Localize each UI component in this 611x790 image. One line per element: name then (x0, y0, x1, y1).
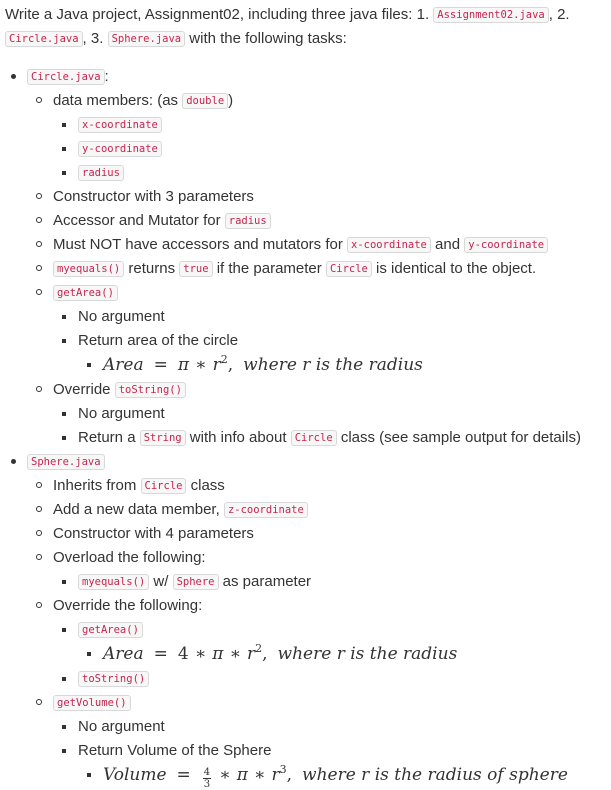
sphere-override: Override the following: getArea() Area = 4 ∗ π ∗ $r^2$, where r is the radius toString() (31, 594, 609, 691)
getarea-no-argument: No argument (56, 305, 609, 329)
volume-formula-list (81, 763, 609, 790)
circle-tasks (31, 89, 609, 450)
type-code: double (182, 93, 228, 109)
intro-text: , 3. (82, 30, 108, 47)
getvolume-details (56, 715, 609, 790)
sphere-volume-formula: Volume = $\frac{4}{3}$ ∗ π ∗ $r^3$, where r is the radius of sphere (81, 763, 609, 790)
fraction-four-thirds: $\frac{4}{3}$ (203, 767, 211, 790)
getvolume-no-argument: No argument (56, 715, 609, 739)
circle-tostring: Override toString() No argument Return a String with info about Circle class (see sample output for details) (31, 378, 609, 450)
sphere-file-item (5, 450, 609, 790)
sphere-file-code: Sphere.java (27, 454, 105, 470)
sphere-tasks (31, 474, 609, 790)
getarea-details (56, 305, 609, 378)
getarea-return: Return area of the circle Area = π ∗ $r^2$, where r is the radius (56, 329, 609, 378)
circle-area-formula: Area = π ∗ $r^2$, where r is the radius (81, 353, 609, 378)
member-item: y-coordinate (56, 137, 609, 161)
circle-myequals: myequals() returns true if the parameter Circle is identical to the object. (31, 257, 609, 281)
circle-getarea: getArea() No argument Return area of the circle Area = π ∗ $r^2$, where r is the radius (31, 281, 609, 378)
getarea-formula-list (81, 353, 609, 378)
file-code-circle: Circle.java (5, 31, 83, 47)
member-list (56, 113, 609, 185)
assignment-document (5, 3, 609, 790)
member-item: x-coordinate (56, 113, 609, 137)
circle-accessor: Accessor and Mutator for radius (31, 209, 609, 233)
circle-file-code: Circle.java (27, 69, 105, 85)
override-getarea: getArea() Area = 4 ∗ π ∗ $r^2$, where r is the radius (56, 618, 609, 667)
file-code-assignment02: Assignment02.java (433, 7, 548, 23)
override-list (56, 618, 609, 691)
intro-text: Write a Java project, Assignment02, including three java files: 1. (5, 6, 434, 23)
override-tostring: toString() (56, 667, 609, 691)
member-item: radius (56, 161, 609, 185)
file-code-sphere: Sphere.java (108, 31, 186, 47)
circle-constructor: Constructor with 3 parameters (31, 185, 609, 209)
tostring-return: Return a String with info about Circle class (see sample output for details) (56, 426, 609, 450)
intro-text: , 2. (548, 6, 570, 23)
overload-myequals: myequals() w/ Sphere as parameter (56, 570, 609, 594)
sphere-inherits: Inherits from Circle class (31, 474, 609, 498)
intro-paragraph (5, 3, 609, 51)
sphere-constructor: Constructor with 4 parameters (31, 522, 609, 546)
tostring-no-argument: No argument (56, 402, 609, 426)
circle-file-item: Circle.java : data members: (as double ) x-coordinate y-coordinate radius Constructor with 3 parameters Accessor and Mutator for radius Must NOT have accessors and mutators for x-coordinate and y-coordinate myequals() returns true if the parameter Circle is identical to the object. getArea() No argument Return area of the circle Area = π ∗ $r^2$, where r is the radius Override toString() No argument Return a String with info about Circle class (see sample output for details) (5, 65, 609, 450)
file-list (5, 65, 609, 790)
tostring-details (56, 402, 609, 450)
sphere-add-member: Add a new data member, z-coordinate (31, 498, 609, 522)
sphere-area-formula: Area = 4 ∗ π ∗ $r^2$, where r is the radius (81, 642, 609, 667)
sphere-overload: Overload the following: myequals() w/ Sphere as parameter (31, 546, 609, 594)
intro-text: with the following tasks: (185, 30, 347, 47)
circle-data-members: data members: (as double ) x-coordinate y-coordinate radius (31, 89, 609, 185)
overload-list (56, 570, 609, 594)
getvolume-return: Return Volume of the Sphere Volume = $\frac{4}{3}$ ∗ π ∗ $r^3$, where r is the radius of sphere (56, 739, 609, 790)
sphere-getvolume: getVolume() No argument Return Volume of the Sphere Volume = $\frac{4}{3}$ ∗ π ∗ $r^3$, where r is the radius of sphere (31, 691, 609, 790)
sphere-area-formula-list (81, 642, 609, 667)
circle-must-not: Must NOT have accessors and mutators for x-coordinate and y-coordinate (31, 233, 609, 257)
